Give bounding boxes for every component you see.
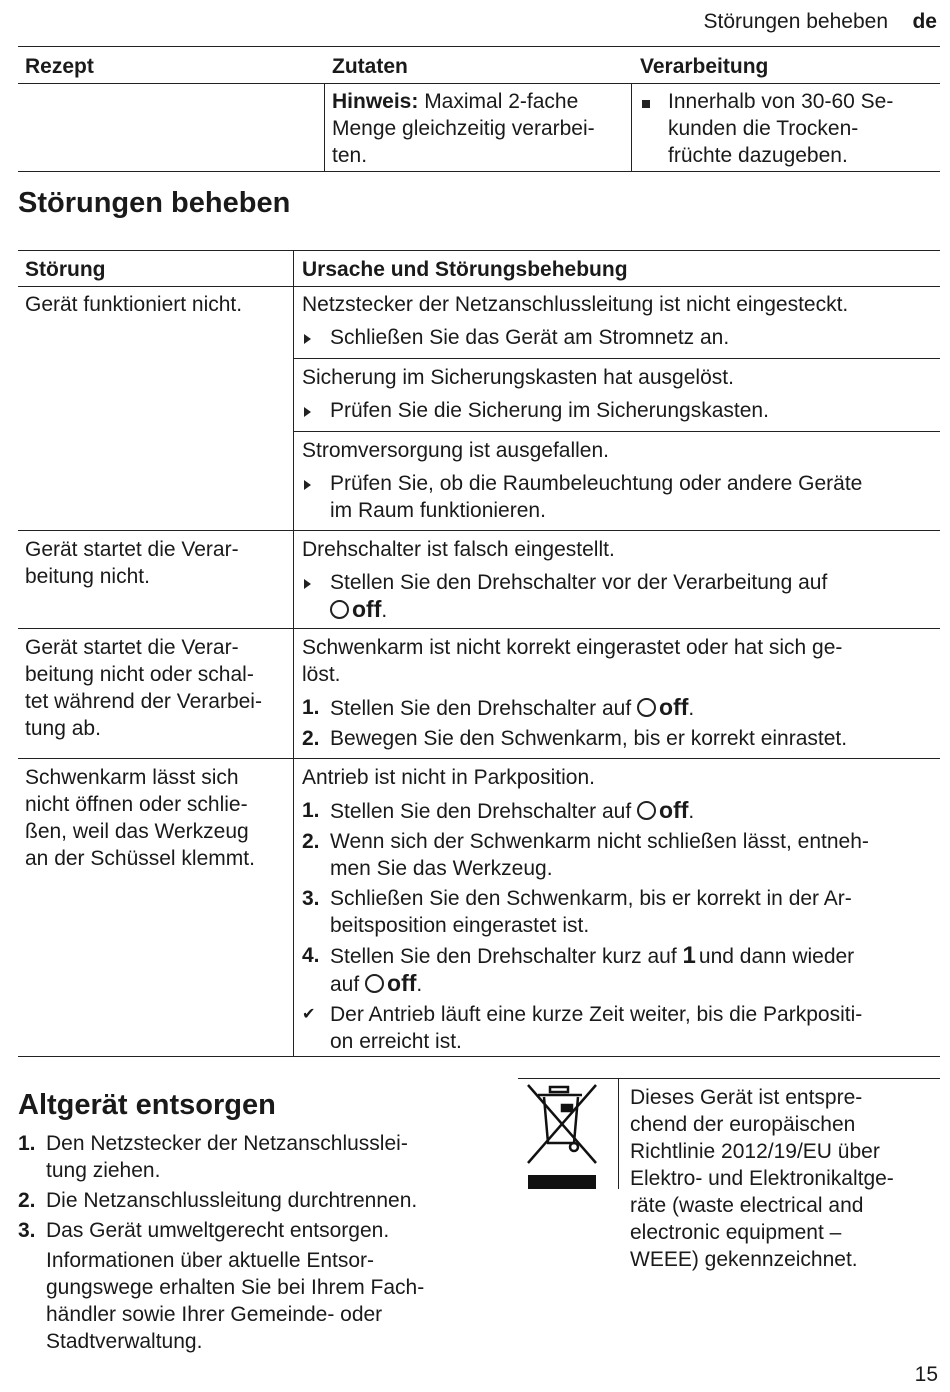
off-label: off [659,694,689,720]
step-text-1: Schließen Sie den Schwenkarm, bis er korrekt in der Ar- [330,887,852,910]
row1-sub-rule-2 [294,431,940,432]
info-line-3: händler sowie Ihrer Gemeinde- oder [46,1303,383,1326]
ingredients-col-header: Zutaten [332,55,408,78]
trouble-table-bottom-rule [18,1056,940,1057]
fault-line-1: Schwenkarm lässt sich [25,766,239,789]
square-bullet-icon [640,88,668,115]
step-text-1: Den Netzstecker der Netzanschlusslei- [46,1132,408,1155]
step-text-1: Wenn sich der Schwenkarm nicht schließen lässt, entneh- [330,830,869,853]
recipe-col-sep-2 [631,84,632,172]
arrow-bullet-icon [302,569,330,596]
result-text-2: on erreicht ist. [330,1030,462,1053]
on-position-label: 1 [682,942,696,969]
proc-line-1: Innerhalb von 30-60 Se- [668,90,894,113]
cause-line-1: Schwenkarm ist nicht korrekt eingerastet oder hat sich ge- [302,636,843,659]
step-number: 2. [302,830,320,853]
weee-line-3: Richtlinie 2012/19/EU über [630,1140,880,1163]
arrow-bullet-icon [302,470,330,497]
fault-line-2: beitung nicht oder schal- [25,663,254,686]
action-text: Schließen Sie das Gerät am Stromnetz an. [330,326,730,349]
section-heading-troubleshooting: Störungen beheben [18,187,291,219]
fault-line-3: tet während der Verarbei- [25,690,262,713]
fault-arm-stuck [25,764,287,872]
action-text-2: im Raum funktionieren. [330,499,546,522]
off-position-icon [330,600,349,619]
recipe-table-top-rule [18,46,940,47]
running-header-title: Störungen beheben [703,10,888,33]
cause-line-2: löst. [302,663,341,686]
fault-line-2: beitung nicht. [25,565,150,588]
recipe-col-sep-1 [324,84,325,172]
step-text-2: beitsposition eingerastet ist. [330,914,590,937]
step-number: 2. [302,727,320,750]
fault-stops-during-processing [25,634,287,742]
section-heading-disposal: Altgerät entsorgen [18,1089,276,1121]
fault-line-1: Gerät startet die Verar- [25,538,239,561]
cause-text: Drehschalter ist falsch eingestellt. [302,538,615,561]
checkmark-icon: ✔ [302,1006,316,1023]
step-text-2a: auf [330,973,366,996]
arrow-bullet-icon [302,397,330,424]
step-number: 3. [18,1219,36,1242]
step-number: 1. [18,1132,36,1155]
info-line-1: Informationen über aktuelle Entsor- [46,1249,375,1272]
trouble-col-sep [293,250,294,1056]
cause-text: Stromversorgung ist ausgefallen. [302,439,609,462]
off-label: off [659,797,689,823]
action-text-2: . [381,599,388,622]
row3-bottom-rule [18,758,940,759]
info-line-2: gungswege erhalten Sie bei Ihrem Fach- [46,1276,425,1299]
processing-col-header: Verarbeitung [640,55,769,78]
step-number: 4. [302,944,320,967]
trouble-header-rule [18,286,940,287]
row2-bottom-rule [18,628,940,629]
fault-device-not-working: Gerät funktioniert nicht. [25,293,243,316]
cause-text: Antrieb ist nicht in Parkposition. [302,766,595,789]
cause-text: Netzstecker der Netzanschlussleitung ist nicht eingesteckt. [302,293,849,316]
step-text: Das Gerät umweltgerecht entsorgen. [46,1219,390,1242]
row1-bottom-rule [18,530,940,531]
proc-line-2: kunden die Trocken- [668,117,859,140]
action-text: Prüfen Sie die Sicherung im Sicherungskasten. [330,399,769,422]
arrow-bullet-icon [302,324,330,351]
fault-col-header: Störung [25,258,106,281]
note-text-2: Menge gleichzeitig verarbei- [332,117,595,140]
note-text-3: ten. [332,144,368,167]
fault-line-3: ßen, weil das Werkzeug [25,820,249,843]
crossed-out-wheeled-bin-icon [524,1083,600,1193]
row1-sub-rule-1 [294,358,940,359]
cause-fuse-tripped [302,364,932,424]
weee-notice [630,1084,940,1273]
off-position-icon [365,974,384,993]
fault-line-2: nicht öffnen oder schlie- [25,793,248,816]
step-number: 3. [302,887,320,910]
cause-not-in-park-position: Antrieb ist nicht in Parkposition. 1. Stellen Sie den Drehschalter auf off. 2. Wenn sich der Schwenkarm nicht schließen lässt, entneh- men Sie das Werkzeug. 3. Schließen Sie den Schwenkarm, bis er korrekt in der Ar- beitsposition eingerastet ist. 4. Stellen Sie den Drehschalter kurz auf 1 und dann wieder auf off. ✔ Der Antrieb läuft eine kurze Zeit weiter, bis die Parkpositi- on erreicht ist. [302,764,932,1055]
language-tag: de [912,10,937,33]
weee-col-sep [618,1079,619,1189]
fault-line-1: Gerät startet die Verar- [25,636,239,659]
note-label: Hinweis: [332,90,419,113]
result-text-1: Der Antrieb läuft eine kurze Zeit weiter, bis die Parkpositi- [330,1003,863,1026]
off-label: off [352,596,382,622]
weee-line-5: räte (waste electrical and [630,1194,864,1217]
step-text-2: men Sie das Werkzeug. [330,857,553,880]
trouble-table-top-rule [18,250,940,251]
page-number: 15 [914,1363,938,1386]
step-text-1b: und dann wieder [698,945,855,968]
recipe-table-bottom-rule [18,171,940,172]
cause-power-failure [302,437,932,524]
step-number: 1. [302,799,320,822]
off-position-icon [637,698,656,717]
note-text-1: Maximal 2-fache [418,90,579,113]
step-text: Stellen Sie den Drehschalter auf [330,800,638,823]
cause-switch-wrong [302,536,932,624]
ingredients-note [332,88,627,169]
action-text-1: Stellen Sie den Drehschalter vor der Verarbeitung auf [330,571,828,594]
recipe-col-header: Rezept [25,55,94,78]
processing-step [640,88,940,169]
fault-line-4: an der Schüssel klemmt. [25,847,255,870]
weee-line-1: Dieses Gerät ist entspre- [630,1086,863,1109]
fault-line-4: tung ab. [25,717,101,740]
step-text: Die Netzanschlussleitung durchtrennen. [46,1189,418,1212]
info-line-4: Stadtverwaltung. [46,1330,203,1353]
off-position-icon [637,801,656,820]
weee-line-4: Elektro- und Elektronikaltge- [630,1167,894,1190]
cause-text: Sicherung im Sicherungskasten hat ausgelöst. [302,366,734,389]
cause-plug-not-inserted [302,291,932,351]
cause-col-header: Ursache und Störungsbehebung [302,258,628,281]
step-text-2: tung ziehen. [46,1159,161,1182]
disposal-steps [18,1130,478,1355]
weee-line-2: chend der europäischen [630,1113,856,1136]
step-number: 1. [302,696,320,719]
recipe-header-rule [18,83,940,84]
proc-line-3: früchte dazugeben. [668,144,848,167]
action-text-1: Prüfen Sie, ob die Raumbeleuchtung oder andere Geräte [330,472,863,495]
fault-no-start [25,536,287,590]
step-text-1a: Stellen Sie den Drehschalter kurz auf [330,945,683,968]
step-text: Bewegen Sie den Schwenkarm, bis er korrekt einrastet. [330,727,848,750]
weee-line-6: electronic equipment – [630,1221,842,1244]
off-label: off [387,970,417,996]
weee-top-rule [518,1078,940,1079]
step-text: Stellen Sie den Drehschalter auf [330,697,638,720]
weee-line-7: WEEE) gekennzeichnet. [630,1248,858,1271]
cause-arm-not-locked: Schwenkarm ist nicht korrekt eingerastet oder hat sich ge- löst. 1. Stellen Sie den Drehschalter auf off. 2. Bewegen Sie den Schwenkarm, bis er korrekt einrastet. [302,634,932,752]
step-number: 2. [18,1189,36,1212]
